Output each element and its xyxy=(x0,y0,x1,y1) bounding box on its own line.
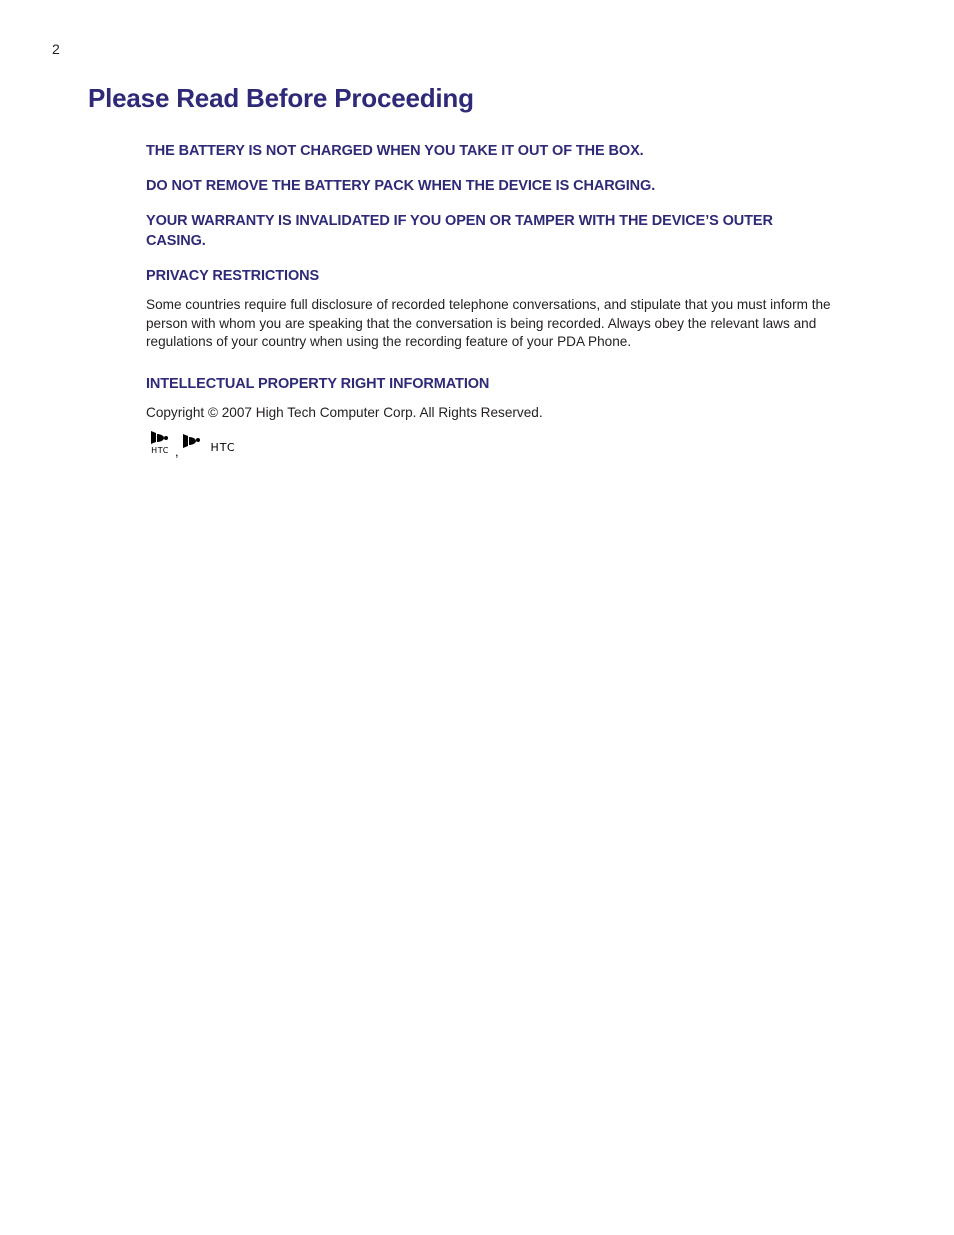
privacy-text: Some countries require full disclosure of recorded telephone conversations, and stipulate that you must inform the person with whom you are speaking that the conversation is being recorded. Always obey the relevant laws and regulations of your country when using the recording feature of your PDA Phone. xyxy=(146,297,831,349)
svg-text:HTC: HTC xyxy=(210,441,236,454)
htc-logo-stacked-icon xyxy=(146,429,174,460)
page-title: Please Read Before Proceeding xyxy=(88,83,474,113)
warning-battery-not-charged: THE BATTERY IS NOT CHARGED WHEN YOU TAKE IT OUT OF THE BOX. xyxy=(146,143,644,159)
privacy-heading: PRIVACY RESTRICTIONS xyxy=(146,268,320,284)
ip-heading: INTELLECTUAL PROPERTY RIGHT INFORMATION xyxy=(146,375,490,392)
page-number: 2 xyxy=(52,41,60,57)
warning-do-not-remove-battery: DO NOT REMOVE THE BATTERY PACK WHEN THE DEVICE IS CHARGING. xyxy=(146,178,656,194)
logo-separator: , xyxy=(175,444,179,459)
svg-text:HTC: HTC xyxy=(151,446,169,455)
warning-warranty-invalidated: YOUR WARRANTY IS INVALIDATED IF YOU OPEN OR TAMPER WITH THE DEVICE’S OUTER CASING. xyxy=(146,213,773,249)
htc-logo-inline-icon xyxy=(181,429,245,460)
copyright-text: Copyright © 2007 High Tech Computer Corp. All Rights Reserved. xyxy=(146,404,543,420)
trademark-logos xyxy=(146,430,836,460)
main-content xyxy=(146,141,836,460)
